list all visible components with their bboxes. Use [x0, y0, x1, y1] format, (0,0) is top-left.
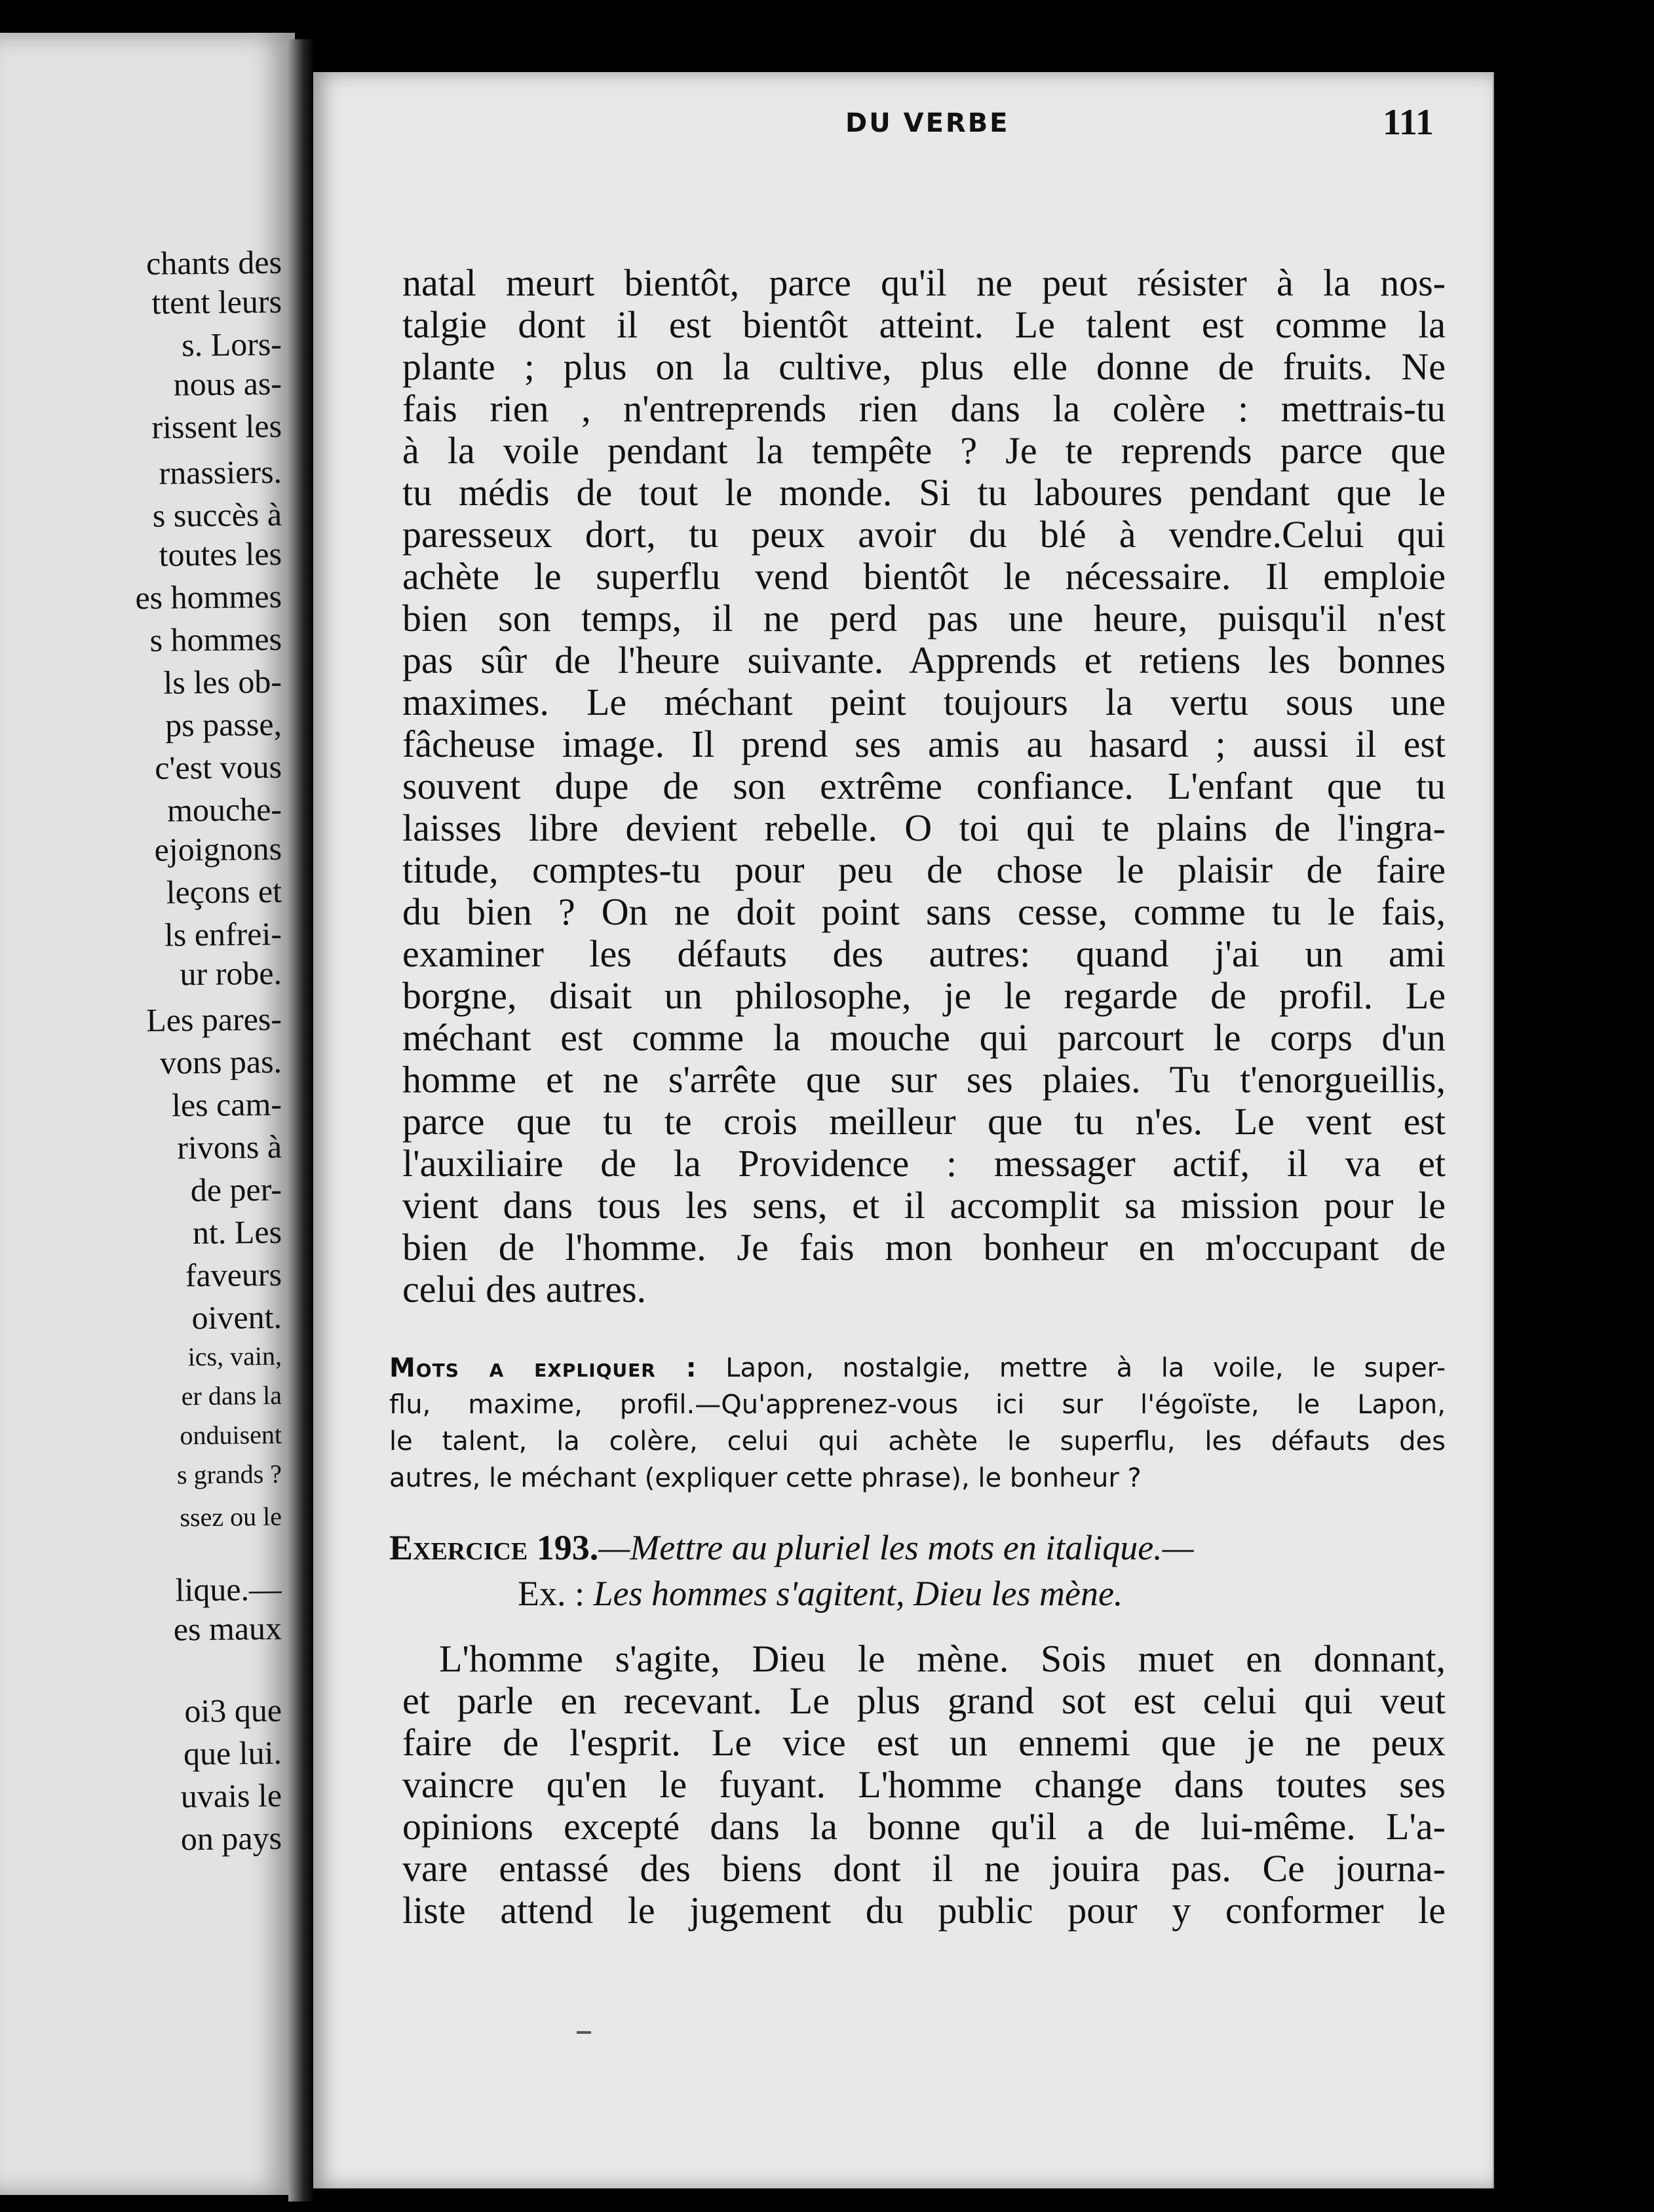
- body-line: à la voile pendant la tempête ? Je te reprends parce que: [402, 429, 1446, 472]
- body-line: borgne, disait un philosophe, je le regarde de profil. Le: [402, 974, 1446, 1017]
- exercise-line: et parle en recevant. Le plus grand sot est celui qui veut: [402, 1679, 1446, 1722]
- body-line: talgie dont il est bientôt atteint. Le talent est comme la: [402, 303, 1446, 346]
- body-line: pas sûr de l'heure suivante. Apprends et retiens les bonnes: [402, 639, 1446, 681]
- notes-line: flu, maxime, profil.—Qu'apprenez-vous ici sur l'égoïste, le Lapon,: [389, 1390, 1446, 1420]
- body-line: plante ; plus on la cultive, plus elle donne de fruits. Ne: [402, 345, 1446, 388]
- left-page-line: que lui.: [183, 1734, 282, 1772]
- left-page-line: Les pares-: [145, 1000, 282, 1039]
- exercise-line: vare entassé des biens dont il ne jouira pas. Ce journa-: [402, 1847, 1446, 1890]
- body-line: méchant est comme la mouche qui parcourt le corps d'un: [402, 1016, 1446, 1059]
- body-line: parce que tu te crois meilleur que tu n'es. Le vent est: [402, 1100, 1446, 1143]
- body-line: maximes. Le méchant peint toujours la vertu sous une: [402, 681, 1446, 723]
- left-page-line: onduisent: [180, 1419, 282, 1451]
- body-line: celui des autres.: [402, 1268, 647, 1310]
- exercise-instruction: —Mettre au pluriel les mots en italique.—: [598, 1528, 1194, 1567]
- left-page-line: ejoignons: [154, 830, 282, 868]
- body-line: l'auxiliaire de la Providence : messager actif, il va et: [402, 1142, 1446, 1185]
- example-label: Ex. :: [518, 1574, 585, 1613]
- body-line: souvent dupe de son extrême confiance. L'enfant que tu: [402, 765, 1446, 807]
- exercise-title: Exercice 193.: [389, 1528, 599, 1567]
- vocabulary-notes: [389, 1350, 1446, 1497]
- body-line: bien de l'homme. Je fais mon bonheur en m'occupant de: [402, 1226, 1446, 1268]
- left-page-line: rnassiers.: [159, 453, 282, 491]
- left-page-line: er dans la: [181, 1380, 282, 1411]
- left-page-line: s succès à: [152, 495, 282, 534]
- body-line: fais rien , n'entreprends rien dans la colère : mettrais-tu: [402, 387, 1446, 430]
- body-line: vient dans tous les sens, et il accomplit sa mission pour le: [402, 1184, 1446, 1227]
- left-page-line: uvais le: [180, 1776, 282, 1815]
- running-header: DU VERBE: [845, 108, 1010, 138]
- left-page-line: s hommes: [149, 620, 282, 658]
- notes-label: Mots a expliquer :: [389, 1353, 697, 1383]
- body-line: fâcheuse image. Il prend ses amis au hasard ; aussi il est: [402, 723, 1446, 765]
- body-line: laisses libre devient rebelle. O toi qui te plains de l'ingra-: [402, 807, 1446, 849]
- left-page-line: es hommes: [135, 577, 282, 617]
- left-page-line: nt. Les: [192, 1213, 282, 1251]
- left-page-line: ur robe.: [180, 954, 282, 993]
- notes-line: le talent, la colère, celui qui achète le superflu, les défauts des: [389, 1426, 1446, 1457]
- left-page-line: ls les ob-: [163, 662, 282, 701]
- left-page-line: s. Lors-: [181, 325, 282, 364]
- left-page-line: ls enfrei-: [164, 915, 282, 953]
- page-mark: [577, 2031, 591, 2034]
- left-page-line: les cam-: [171, 1085, 282, 1124]
- left-page-line: oivent.: [191, 1298, 282, 1337]
- left-page-line: leçons et: [166, 872, 282, 911]
- left-page-line: nous as-: [173, 364, 282, 403]
- body-line: achète le superflu vend bientôt le nécessaire. Il emploie: [402, 555, 1446, 598]
- left-page-line: rissent les: [151, 407, 282, 446]
- left-page-line: es maux: [173, 1609, 282, 1648]
- left-page-line: de per-: [190, 1170, 282, 1209]
- left-page-line: mouche-: [166, 790, 282, 829]
- body-line: bien son temps, il ne perd pas une heure, puisqu'il n'est: [402, 597, 1446, 639]
- left-page-line: c'est vous: [155, 748, 282, 786]
- left-page-line: rivons à: [177, 1128, 282, 1166]
- left-page-line: faveurs: [185, 1255, 282, 1294]
- scan-border: [1494, 0, 1654, 2212]
- body-line: titude, comptes-tu pour peu de chose le plaisir de faire: [402, 849, 1446, 891]
- left-page-line: s grands ?: [176, 1459, 282, 1490]
- left-page-line: ssez ou le: [180, 1501, 282, 1533]
- exercise-line: liste attend le jugement du public pour y conformer le: [402, 1889, 1446, 1932]
- body-line: examiner les défauts des autres: quand j'ai un ami: [402, 932, 1446, 975]
- exercise-line: opinions excepté dans la bonne qu'il a de lui-même. L'a-: [402, 1805, 1446, 1848]
- body-line: du bien ? On ne doit point sans cesse, comme tu le fais,: [402, 890, 1446, 933]
- left-page-line: toutes les: [159, 535, 282, 573]
- left-page-line: chants des: [145, 243, 282, 282]
- left-page-line: vons pas.: [159, 1042, 282, 1081]
- left-page-line: on pays: [180, 1819, 282, 1858]
- book-gutter: [288, 39, 315, 2202]
- body-line: paresseux dort, tu peux avoir du blé à vendre.Celui qui: [402, 513, 1446, 556]
- left-page-line: ps passe,: [164, 705, 282, 744]
- notes-line: [389, 1350, 1446, 1386]
- example-text: Les hommes s'agitent, Dieu les mène.: [593, 1574, 1123, 1613]
- left-page-line: ttent leurs: [151, 282, 282, 321]
- exercise-heading: [389, 1527, 1446, 1569]
- left-page-line: lique.—: [175, 1570, 282, 1609]
- left-page-line: ics, vain,: [187, 1341, 282, 1372]
- exercise-line: faire de l'esprit. Le vice est un ennemi que je ne peux: [402, 1721, 1446, 1764]
- page-number: 111: [1383, 102, 1434, 143]
- exercise-line: vaincre qu'en le fuyant. L'homme change dans toutes ses: [402, 1763, 1446, 1806]
- notes-line: autres, le méchant (expliquer cette phrase), le bonheur ?: [389, 1463, 1142, 1493]
- exercise-example: [518, 1573, 1446, 1614]
- exercise-line: L'homme s'agite, Dieu le mène. Sois muet en donnant,: [439, 1637, 1446, 1680]
- body-line: homme et ne s'arrête que sur ses plaies. Tu t'enorgueillis,: [402, 1058, 1446, 1101]
- notes-text: Lapon, nostalgie, mettre à la voile, le super-: [725, 1353, 1446, 1383]
- left-page-line: oi3 que: [184, 1691, 282, 1730]
- body-line: natal meurt bientôt, parce qu'il ne peut résister à la nos-: [402, 261, 1446, 304]
- body-line: tu médis de tout le monde. Si tu laboures pendant que le: [402, 471, 1446, 514]
